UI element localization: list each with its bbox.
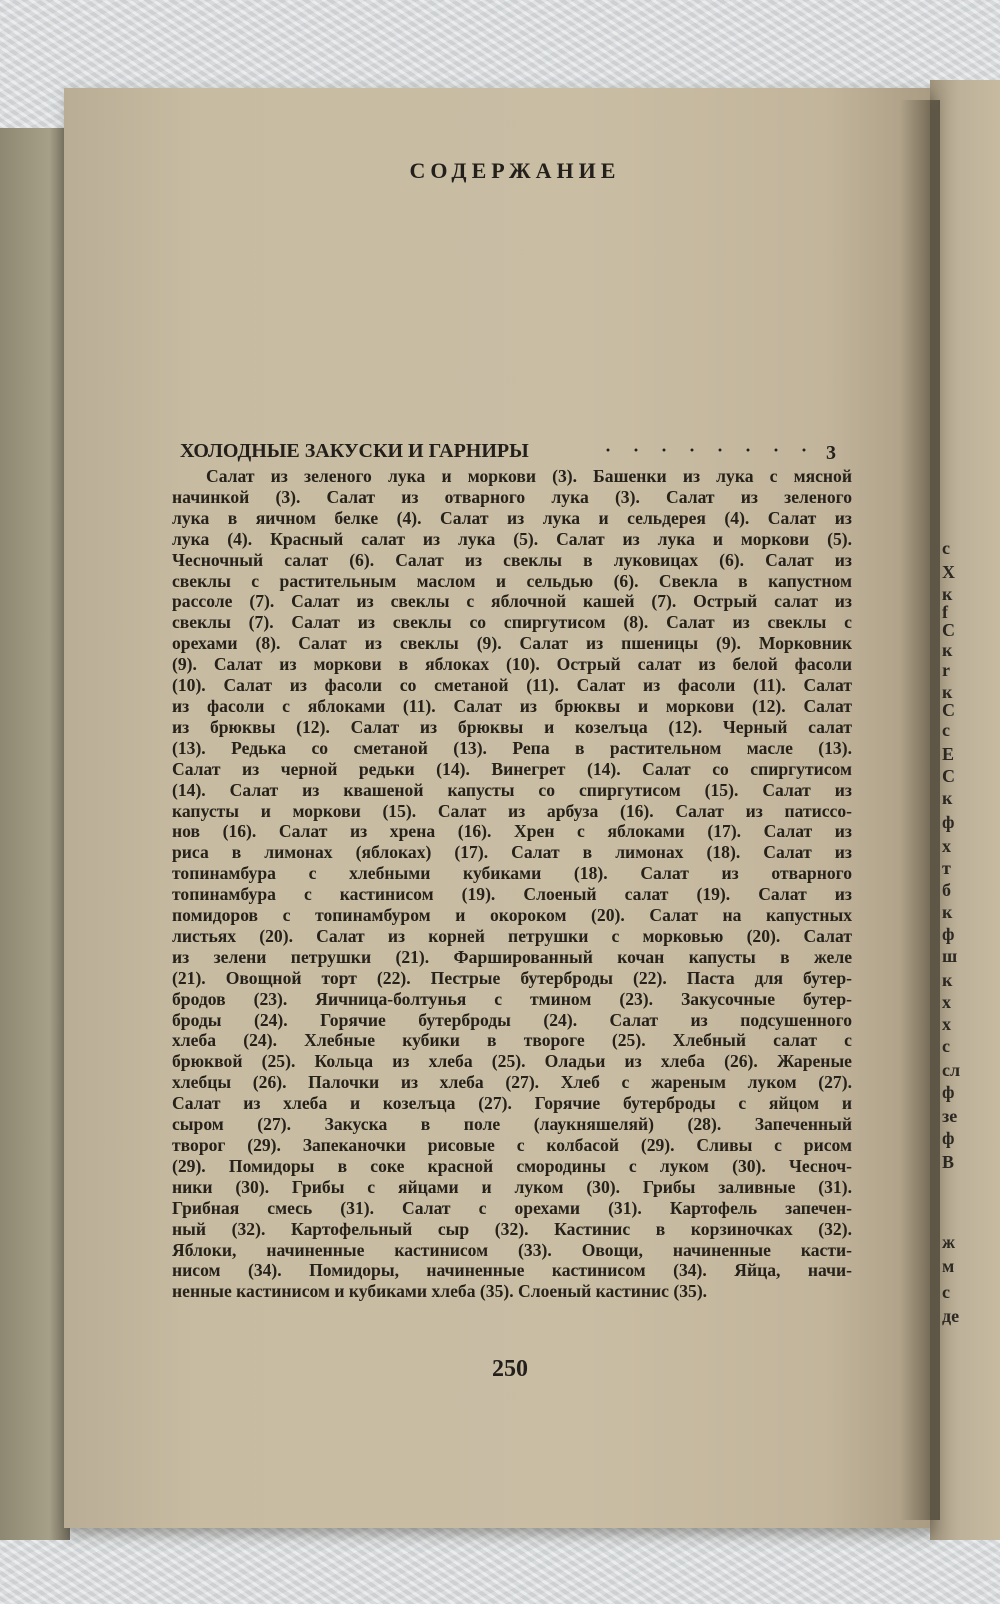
section-page-number: 3	[826, 442, 836, 464]
contents-line: из фасоли с яблоками (11). Салат из брюквы и моркови (12). Салат	[172, 695, 852, 716]
contents-line: Салат из зеленого лука и моркови (3). Башенки из лука с мясной	[206, 466, 852, 486]
left-page-edge	[0, 128, 70, 1540]
contents-line: топинамбура с хлебными кубиками (18). Салат из отварного	[172, 863, 852, 884]
next-page-fragment: к	[942, 640, 953, 660]
contents-line: лука в яичном белке (4). Салат из лука и сельдерея (4). Салат из	[172, 507, 852, 528]
contents-line: ники (30). Грибы с яйцами и луком (30). Грибы заливные (31).	[172, 1176, 852, 1197]
contents-line: (21). Овощной торт (22). Пестрые бутерброды (22). Паста для бутер-	[172, 967, 852, 988]
contents-line: риса в лимонах (яблоках) (17). Салат в лимонах (18). Салат из	[172, 842, 852, 863]
dot-leader	[594, 448, 814, 452]
next-page-fragment: с	[942, 1282, 950, 1302]
next-page-fragment: Е	[942, 744, 955, 764]
contents-line: свеклы с растительным маслом и сельдью (6). Свекла в капустном	[172, 570, 852, 591]
contents-line: (10). Салат из фасоли со сметаной (11). Салат из фасоли (11). Салат	[172, 675, 852, 696]
next-page-fragment: r	[942, 660, 950, 680]
contents-line: Чесночный салат (6). Салат из свеклы в луковицах (6). Салат из	[172, 549, 852, 570]
contents-line: (14). Салат из квашеной капусты со спиргутисом (15). Салат из	[172, 779, 852, 800]
next-page-fragment: т	[942, 858, 951, 878]
contents-line: Яблоки, начиненные кастинисом (33). Овощи, начиненные касти-	[172, 1239, 852, 1260]
next-page-fragment: к	[942, 682, 953, 702]
contents-line: помидоров с топинамбуром и окороком (20). Салат на капустных	[172, 905, 852, 926]
next-page-fragment: f	[942, 602, 948, 622]
contents-line: бродов (23). Яичница-болтунья с тмином (23). Закусочные бутер-	[172, 988, 852, 1009]
next-page-fragment: к	[942, 584, 953, 604]
contents-line: начинкой (3). Салат из отварного лука (3). Салат из зеленого	[172, 486, 852, 507]
contents-line: листьях (20). Салат из корней петрушки с морковью (20). Салат	[172, 925, 852, 946]
next-page-fragment: ф	[942, 1082, 955, 1102]
contents-line: нов (16). Салат из хрена (16). Хрен с яблоками (17). Салат из	[172, 821, 852, 842]
next-page-fragment: х	[942, 1014, 951, 1034]
next-page-fragment: ф	[942, 924, 955, 944]
next-page-fragment: ф	[942, 1128, 955, 1148]
next-page-fragment: С	[942, 700, 955, 720]
contents-line: из зелени петрушки (21). Фаршированный кочан капусты в желе	[172, 946, 852, 967]
next-page-fragment: с	[942, 1036, 950, 1056]
contents-line: свеклы (7). Салат из свеклы со спиргутисом (8). Салат из свеклы с	[172, 612, 852, 633]
next-page-fragment: де	[942, 1306, 960, 1326]
contents-line: лука (4). Красный салат из лука (5). Салат из лука и моркови (5).	[172, 528, 852, 549]
next-page-fragment: б	[942, 880, 951, 900]
contents-line: Салат из черной редьки (14). Винегрет (14). Салат со спиргутисом	[172, 758, 852, 779]
contents-line: ный (32). Картофельный сыр (32). Кастинис в корзиночках (32).	[172, 1218, 852, 1239]
contents-line: Грибная смесь (31). Салат с орехами (31). Картофель запечен-	[172, 1197, 852, 1218]
next-page-fragment: зе	[942, 1106, 958, 1126]
contents-line: нисом (34). Помидоры, начиненные кастинисом (34). Яйца, начи-	[172, 1260, 852, 1281]
contents-line: (9). Салат из моркови в яблоках (10). Острый салат из белой фасоли	[172, 654, 852, 675]
section-title: ХОЛОДНЫЕ ЗАКУСКИ И ГАРНИРЫ	[180, 440, 529, 462]
next-page-fragment: С	[942, 620, 955, 640]
page-gutter-shadow	[900, 100, 940, 1520]
next-page-fragment: к	[942, 970, 953, 990]
contents-line: хлебцы (26). Палочки из хлеба (27). Хлеб с жареным луком (27).	[172, 1072, 852, 1093]
contents-entries	[172, 466, 852, 1302]
next-page-fragment: х	[942, 992, 951, 1012]
contents-line: хлеба (24). Хлебные кубики в твороге (25). Хлебный салат с	[172, 1030, 852, 1051]
contents-heading: СОДЕРЖАНИЕ	[409, 158, 621, 183]
contents-line: орехами (8). Салат из свеклы (9). Салат из пшеницы (9). Морковник	[172, 633, 852, 654]
contents-line: ненные кастинисом и кубиками хлеба (35). Слоеный кастинис (35).	[172, 1281, 708, 1302]
contents-line: (13). Редька со сметаной (13). Репа в растительном масле (13).	[172, 737, 852, 758]
next-page-fragment: с	[942, 538, 950, 558]
contents-line: капусты и моркови (15). Салат из арбуза (16). Салат из патиссо-	[172, 800, 852, 821]
next-page-fragment: ш	[942, 946, 958, 966]
contents-line: творог (29). Запеканочки рисовые с колбасой (29). Сливы с рисом	[172, 1135, 852, 1155]
next-page-fragment: В	[942, 1152, 955, 1172]
next-page-fragment: С	[942, 766, 955, 786]
next-page-edge	[930, 80, 1000, 1540]
next-page-fragment: м	[942, 1256, 955, 1276]
next-page-fragment: ж	[942, 1232, 956, 1252]
contents-line: сыром (27). Закуска в поле (лаукняшеляй) (28). Запеченный	[172, 1114, 852, 1135]
contents-line: из брюквы (12). Салат из брюквы и козелъца (12). Черный салат	[172, 716, 852, 737]
next-page-fragment: к	[942, 902, 953, 922]
contents-line: Салат из хлеба и козелъца (27). Горячие бутерброды с яйцом и	[172, 1093, 852, 1114]
contents-line: брюквой (25). Кольца из хлеба (25). Оладьи из хлеба (26). Жареные	[172, 1051, 852, 1072]
next-page-fragment: сл	[942, 1060, 961, 1080]
contents-line: топинамбура с кастинисом (19). Слоеный салат (19). Салат из	[172, 884, 852, 905]
contents-line: (29). Помидоры в соке красной смородины с луком (30). Чесноч-	[172, 1155, 852, 1176]
next-page-fragment: к	[942, 788, 953, 808]
page-number: 250	[492, 1356, 528, 1382]
next-page-fragment: с	[942, 720, 950, 740]
next-page-fragment: ф	[942, 812, 955, 832]
contents-line: рассоле (7). Салат из свеклы с яблочной кашей (7). Острый салат из	[172, 591, 852, 612]
next-page-fragment: Х	[942, 562, 955, 582]
next-page-fragment: х	[942, 836, 951, 856]
contents-line: броды (24). Горячие бутерброды (24). Салат из подсушенного	[172, 1009, 852, 1030]
